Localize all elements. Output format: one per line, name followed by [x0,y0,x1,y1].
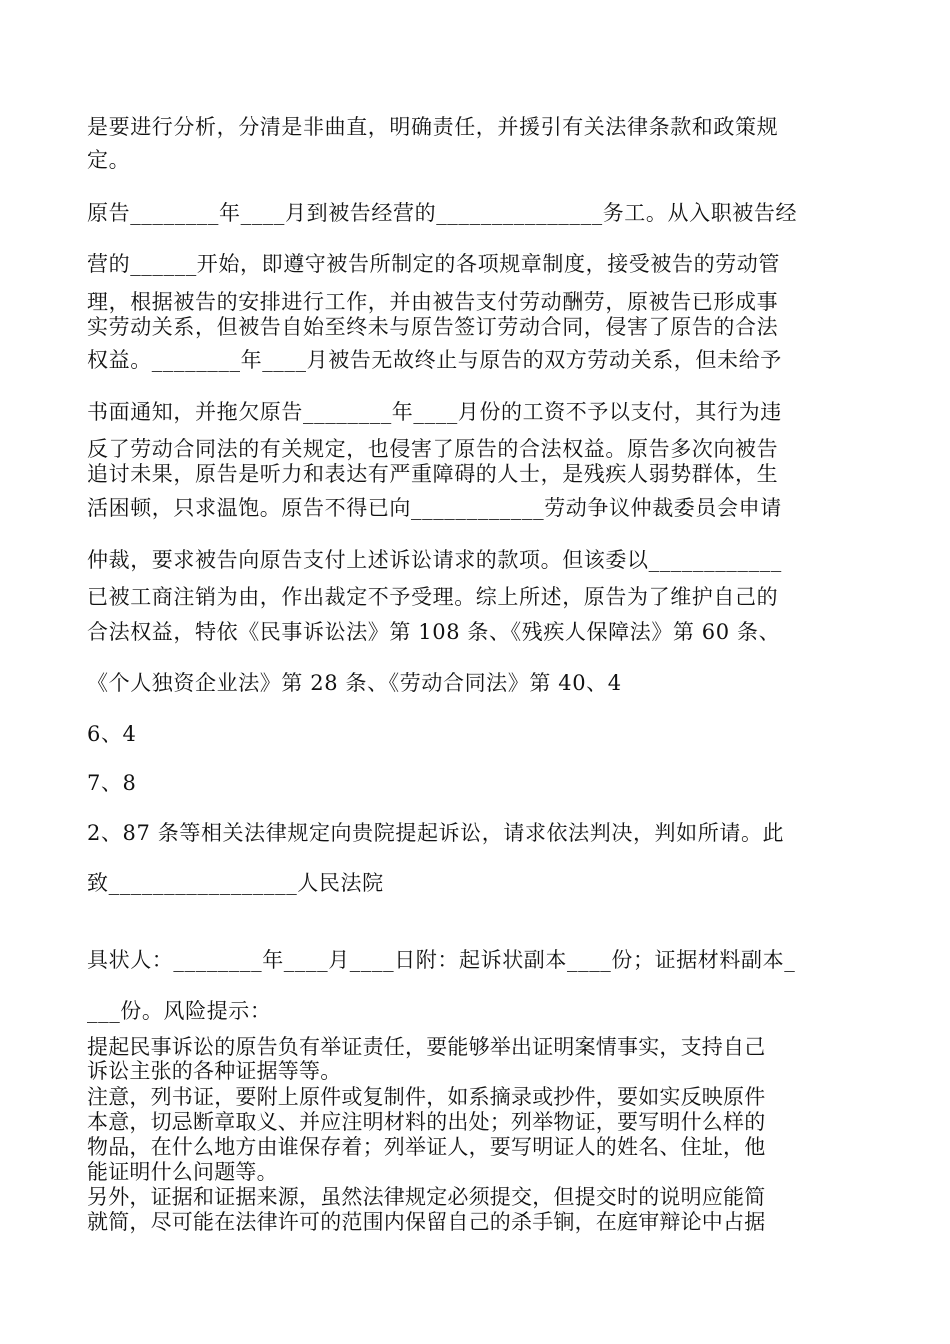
paragraph-line-4: 营的______开始，即遵守被告所制定的各项规章制度，接受被告的劳动管 [87,252,780,276]
paragraph-line-5: 理，根据被告的安排进行工作，并由被告支付劳动酬劳，原被告已形成事 [87,290,779,314]
paragraph-line-25: 本意，切忌断章取义、并应注明材料的出处；列举物证，要写明什么样的 [87,1110,766,1134]
paragraph-line-29: 就简，尽可能在法律许可的范围内保留自己的杀手锏，在庭审辩论中占据 [87,1210,766,1234]
paragraph-line-24: 注意，列书证，要附上原件或复制件，如系摘录或抄件，要如实反映原件 [87,1085,766,1109]
paragraph-line-21: ___份。风险提示： [87,999,272,1023]
paragraph-line-1: 是要进行分析，分清是非曲直，明确责任，并援引有关法律条款和政策规 [87,115,779,139]
paragraph-line-20: 具状人：________年____月____日附：起诉状副本____份；证据材料副本_ [87,948,796,972]
paragraph-line-11: 活困顿，只求温饱。原告不得已向____________劳动争议仲裁委员会申请 [87,496,782,520]
paragraph-line-12: 仲裁，要求被告向原告支付上述诉讼请求的款项。但该委以____________ [87,548,782,572]
paragraph-line-23: 诉讼主张的各种证据等等。 [87,1059,342,1083]
paragraph-line-26: 物品，在什么地方由谁保存着；列举证人，要写明证人的姓名、住址，他 [87,1135,766,1159]
paragraph-line-18: 2、87 条等相关法律规定向贵院提起诉讼，请求依法判决，判如所请。此 [87,821,785,845]
paragraph-line-13: 已被工商注销为由，作出裁定不予受理。综上所述，原告为了维护自己的 [87,585,779,609]
paragraph-line-19: 致_________________人民法院 [87,871,384,895]
paragraph-line-6: 实劳动关系，但被告自始至终未与原告签订劳动合同，侵害了原告的合法 [87,315,779,339]
paragraph-line-8: 书面通知，并拖欠原告________年____月份的工资不予以支付，其行为违 [87,400,782,424]
paragraph-line-16: 6、4 [87,722,137,746]
paragraph-line-14: 合法权益，特依《民事诉讼法》第 108 条、《残疾人保障法》第 60 条、 [87,620,781,644]
paragraph-line-2: 定。 [87,148,131,172]
paragraph-line-7: 权益。________年____月被告无故终止与原告的双方劳动关系，但未给予 [87,348,782,372]
paragraph-line-3: 原告________年____月到被告经营的_______________务工。从入职被告经 [87,201,798,225]
paragraph-line-17: 7、8 [87,771,137,795]
paragraph-line-28: 另外，证据和证据来源，虽然法律规定必须提交，但提交时的说明应能简 [87,1185,766,1209]
paragraph-line-27: 能证明什么问题等。 [87,1160,278,1184]
paragraph-line-22: 提起民事诉讼的原告负有举证责任，要能够举出证明案情事实，支持自己 [87,1035,766,1059]
paragraph-line-9: 反了劳动合同法的有关规定，也侵害了原告的合法权益。原告多次向被告 [87,437,779,461]
paragraph-line-15: 《个人独资企业法》第 28 条、《劳动合同法》第 40、4 [87,671,622,695]
paragraph-line-10: 追讨未果，原告是听力和表达有严重障碍的人士，是残疾人弱势群体，生 [87,462,779,486]
